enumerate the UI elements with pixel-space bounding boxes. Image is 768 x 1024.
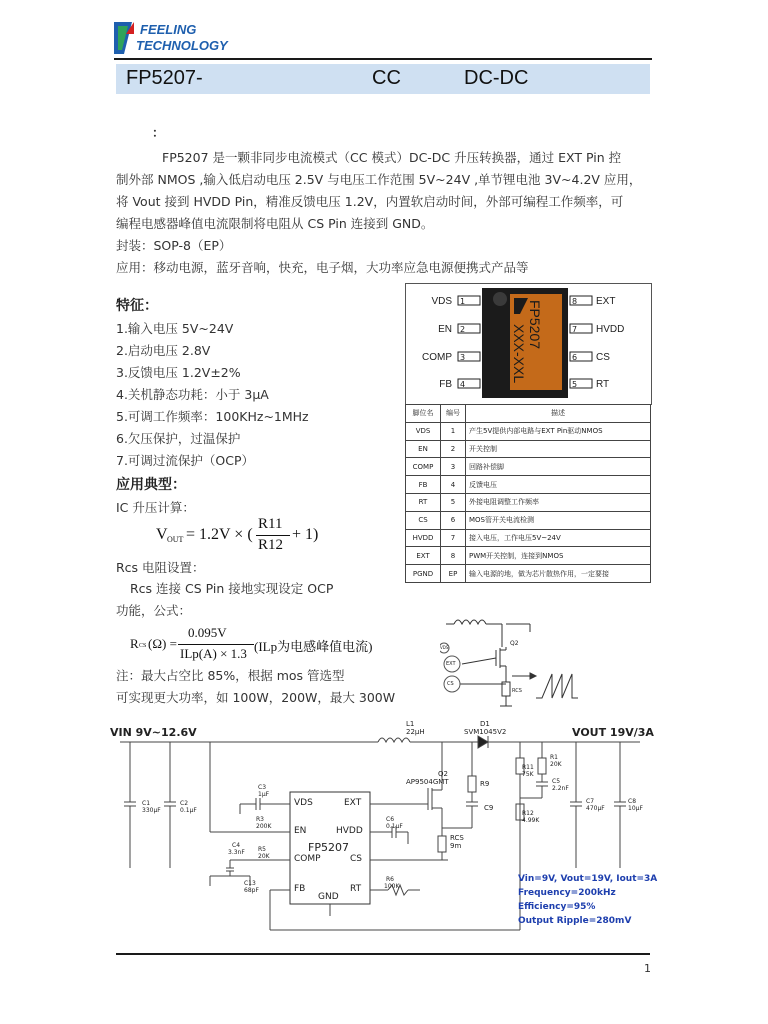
vout-v: V bbox=[156, 526, 168, 543]
title-part-3: DC-DC bbox=[464, 67, 529, 89]
pin-num: 3 bbox=[460, 353, 466, 362]
r6-label: R6 bbox=[386, 876, 394, 883]
table-row bbox=[406, 422, 651, 440]
applications-text: 应用：移动电源，蓝牙音响，快充，电子烟，大功率应急电源便携式产品等 bbox=[116, 260, 529, 275]
pin-num: 1 bbox=[460, 297, 466, 306]
feature-item: 1.输入电压 5V~24V bbox=[116, 321, 234, 336]
ic-name: FP5207 bbox=[308, 841, 349, 854]
r5-value: 20K bbox=[258, 853, 270, 860]
pin-label: RT bbox=[596, 379, 610, 390]
ocp-mini-schematic bbox=[440, 612, 580, 712]
title-part-1: FP5207- bbox=[126, 67, 203, 89]
pin-num: 8 bbox=[572, 297, 578, 306]
q2-part: AP9504GMT bbox=[406, 778, 449, 786]
rcs-formula bbox=[130, 625, 380, 665]
ic-pin-ext: EXT bbox=[344, 798, 362, 808]
pin-num: 5 bbox=[572, 380, 578, 389]
rcs-value: 9m bbox=[450, 842, 462, 850]
table-cell: 开关控制 bbox=[466, 440, 651, 458]
table-cell: COMP bbox=[406, 458, 441, 476]
table-cell: VDS bbox=[406, 422, 441, 440]
c5-label: C5 bbox=[552, 778, 561, 785]
feature-item: 7.可调过流保护（OCP） bbox=[116, 453, 255, 468]
ic-pin-vds: VDS bbox=[294, 798, 313, 808]
table-cell: 输入电源的地，做为芯片散热作用，一定要接 bbox=[466, 565, 651, 583]
table-cell: FB bbox=[406, 476, 441, 494]
table-cell: PGND bbox=[406, 565, 441, 583]
r3-label: R3 bbox=[256, 816, 264, 823]
pin-description-table bbox=[405, 404, 651, 583]
r11-value: 75K bbox=[522, 771, 534, 778]
c7-label: C7 bbox=[586, 798, 595, 805]
table-cell: 外接电阻调整工作频率 bbox=[466, 493, 651, 511]
ic-pin-gnd: GND bbox=[318, 892, 339, 902]
header-rule bbox=[114, 58, 652, 60]
fraction-bar bbox=[178, 644, 254, 645]
pin-label: HVDD bbox=[596, 324, 625, 335]
table-cell: 6 bbox=[441, 511, 466, 529]
c4-label: C4 bbox=[232, 842, 241, 849]
spec-line-1: Vin=9V, Vout=19V, Iout=3A bbox=[518, 874, 658, 884]
vin-label: VIN 9V~12.6V bbox=[110, 726, 197, 739]
pin-num: 7 bbox=[572, 325, 578, 334]
rcs-setting-label: Rcs 电阻设置： bbox=[116, 560, 205, 575]
chip-marking-2: XXX-XXL bbox=[511, 324, 527, 384]
rcs-line-2: 功能，公式： bbox=[116, 603, 192, 618]
r1-value: 20K bbox=[550, 761, 562, 768]
c7-value: 470μF bbox=[586, 805, 605, 812]
ic-pin-cs: CS bbox=[350, 854, 362, 864]
vout-den: R12 bbox=[258, 537, 284, 553]
ic-pin-comp: COMP bbox=[294, 854, 321, 864]
d1-label: D1 bbox=[480, 720, 490, 728]
c8-value: 10μF bbox=[628, 805, 643, 812]
feature-item: 5.可调工作频率：100KHz~1MHz bbox=[116, 409, 309, 424]
ic-pin-en: EN bbox=[294, 826, 307, 836]
table-cell: 1 bbox=[441, 422, 466, 440]
c4-value: 3.3nF bbox=[228, 849, 245, 856]
pin-label: VDS bbox=[431, 296, 452, 307]
table-cell: EXT bbox=[406, 547, 441, 565]
fraction-bar bbox=[256, 535, 290, 536]
c6-value: 0.1μF bbox=[386, 823, 403, 830]
table-cell: 8 bbox=[441, 547, 466, 565]
r1-label: R1 bbox=[550, 754, 558, 761]
c1-value: 330μF bbox=[142, 807, 161, 814]
rcs-line-1: Rcs 连接 CS Pin 接地实现设定 OCP bbox=[130, 581, 334, 596]
q2-label: Q2 bbox=[438, 770, 448, 778]
c1-label: C1 bbox=[142, 800, 151, 807]
l1-value: 22μH bbox=[406, 728, 425, 736]
mini-rcs-label: RCS bbox=[512, 688, 522, 694]
ic-pin-rt: RT bbox=[350, 884, 362, 894]
pin-label: COMP bbox=[422, 352, 452, 363]
vout-label: VOUT 19V/3A bbox=[572, 726, 654, 739]
table-row bbox=[406, 565, 651, 583]
table-header: 描述 bbox=[466, 405, 651, 423]
chip-marking-1: FP5207 bbox=[527, 300, 543, 350]
logo-text-1: FEELING bbox=[140, 22, 197, 37]
mini-q2-label: Q2 bbox=[510, 640, 519, 647]
r9-label: R9 bbox=[480, 780, 490, 788]
table-cell: 5 bbox=[441, 493, 466, 511]
pin-num: 6 bbox=[572, 353, 578, 362]
table-cell: MOS管开关电流检测 bbox=[466, 511, 651, 529]
pin-label: FB bbox=[439, 379, 452, 390]
vout-formula bbox=[156, 514, 356, 558]
c13-label: C13 bbox=[244, 880, 256, 887]
application-schematic bbox=[110, 718, 658, 948]
table-cell: HVDD bbox=[406, 529, 441, 547]
table-cell: 3 bbox=[441, 458, 466, 476]
rcs-note: (ILp为电感峰值电流) bbox=[254, 639, 373, 654]
mini-cs-label: CS bbox=[447, 681, 454, 687]
rcs-r: R bbox=[130, 636, 139, 651]
diode-d1-icon bbox=[478, 736, 488, 748]
mini-vds-label: VDS bbox=[440, 645, 449, 650]
d1-part: SVM1045V2 bbox=[464, 728, 507, 736]
c5-value: 2.2nF bbox=[552, 785, 569, 792]
chip-pinout-diagram bbox=[405, 283, 652, 405]
pin-num: 2 bbox=[460, 325, 466, 334]
title-part-2: CC bbox=[372, 67, 401, 89]
vout-tail: + 1) bbox=[292, 526, 319, 543]
vout-eq: = 1.2V × ( bbox=[186, 526, 253, 543]
table-cell: EN bbox=[406, 440, 441, 458]
application-heading: 应用典型： bbox=[116, 477, 186, 493]
spec-line-4: Output Ripple=280mV bbox=[518, 916, 632, 926]
table-cell: CS bbox=[406, 511, 441, 529]
feature-item: 6.欠压保护，过温保护 bbox=[116, 431, 241, 446]
table-row bbox=[406, 529, 651, 547]
c8-label: C8 bbox=[628, 798, 637, 805]
pin-label: EXT bbox=[596, 296, 616, 307]
overview-line-1: FP5207 是一颗非同步电流模式（CC 模式）DC-DC 升压转换器，通过 EXT Pin 控 bbox=[162, 150, 622, 165]
overview-colon: ： bbox=[152, 125, 165, 140]
table-header: 脚位名 bbox=[406, 405, 441, 423]
r3-value: 200K bbox=[256, 823, 272, 830]
table-row bbox=[406, 440, 651, 458]
feature-item: 2.启动电压 2.8V bbox=[116, 343, 211, 358]
note-line-2: 可实现更大功率，如 100W，200W，最大 300W bbox=[116, 690, 396, 705]
table-cell: 回路补偿脚 bbox=[466, 458, 651, 476]
l1-label: L1 bbox=[406, 720, 415, 728]
table-cell: PWM开关控制，连接到NMOS bbox=[466, 547, 651, 565]
rcs-sub: CS bbox=[139, 643, 147, 649]
title-bar bbox=[116, 64, 650, 94]
c2-value: 0.1μF bbox=[180, 807, 197, 814]
c6-label: C6 bbox=[386, 816, 395, 823]
table-cell: 2 bbox=[441, 440, 466, 458]
table-cell: 反馈电压 bbox=[466, 476, 651, 494]
table-cell: 4 bbox=[441, 476, 466, 494]
pin-label: EN bbox=[438, 324, 452, 335]
table-cell: 产生5V提供内部电路与EXT Pin驱动NMOS bbox=[466, 422, 651, 440]
company-logo bbox=[112, 20, 252, 56]
overview-line-3: 将 Vout 接到 HVDD Pin，精准反馈电压 1.2V，内置软启动时间，外部可编程工作频率，可 bbox=[116, 194, 624, 209]
table-row bbox=[406, 458, 651, 476]
r11-label: R11 bbox=[522, 764, 534, 771]
mini-ext-label: EXT bbox=[446, 661, 456, 667]
feature-item: 4.关机静态功耗：小于 3μA bbox=[116, 387, 269, 402]
rcs-label: RCS bbox=[450, 834, 464, 842]
vout-num: R11 bbox=[258, 516, 283, 532]
table-cell: 7 bbox=[441, 529, 466, 547]
c13-value: 68pF bbox=[244, 887, 259, 894]
ic-calc-label: IC 升压计算： bbox=[116, 500, 195, 515]
table-row bbox=[406, 476, 651, 494]
overview-line-4: 编程电感器峰值电流限制将电阻从 CS Pin 连接到 GND。 bbox=[116, 216, 434, 231]
package-text: 封装：SOP-8（EP） bbox=[116, 238, 232, 253]
features-heading: 特征： bbox=[116, 298, 158, 314]
feature-item: 3.反馈电压 1.2V±2% bbox=[116, 365, 241, 380]
rcs-rest: (Ω) = bbox=[148, 636, 177, 651]
r12-label: R12 bbox=[522, 810, 534, 817]
table-header-row bbox=[406, 405, 651, 423]
ic-pin-fb: FB bbox=[294, 884, 306, 894]
c9-label: C9 bbox=[484, 804, 494, 812]
note-line-1: 注：最大占空比 85%，根据 mos 管选型 bbox=[116, 668, 345, 683]
logo-text-2: TECHNOLOGY bbox=[136, 38, 228, 53]
pin-label: CS bbox=[596, 352, 610, 363]
table-header: 编号 bbox=[441, 405, 466, 423]
overview-line-2: 制外部 NMOS ,输入低启动电压 2.5V 与电压工作范围 5V~24V ,单节锂电池 3V~4.2V 应用， bbox=[116, 172, 642, 187]
table-row bbox=[406, 493, 651, 511]
vout-sub: OUT bbox=[167, 535, 184, 544]
r6-value: 100K bbox=[384, 883, 400, 890]
spec-line-3: Efficiency=95% bbox=[518, 902, 596, 912]
table-cell: EP bbox=[441, 565, 466, 583]
ic-pin-hvdd: HVDD bbox=[336, 826, 363, 836]
logo-mark-icon bbox=[112, 20, 252, 56]
rcs-num: 0.095V bbox=[188, 625, 227, 640]
footer-rule bbox=[116, 953, 650, 955]
c3-value: 1μF bbox=[258, 791, 270, 798]
table-row bbox=[406, 511, 651, 529]
c2-label: C2 bbox=[180, 800, 189, 807]
pin-num: 4 bbox=[460, 380, 466, 389]
table-cell: RT bbox=[406, 493, 441, 511]
table-cell: 接入电压，工作电压5V~24V bbox=[466, 529, 651, 547]
page-number: 1 bbox=[644, 962, 651, 975]
c3-label: C3 bbox=[258, 784, 267, 791]
r12-value: 4.99K bbox=[522, 817, 540, 824]
rcs-den: ILp(A) × 1.3 bbox=[180, 646, 247, 661]
table-row bbox=[406, 547, 651, 565]
r5-label: R5 bbox=[258, 846, 266, 853]
spec-line-2: Frequency=200kHz bbox=[518, 888, 616, 898]
